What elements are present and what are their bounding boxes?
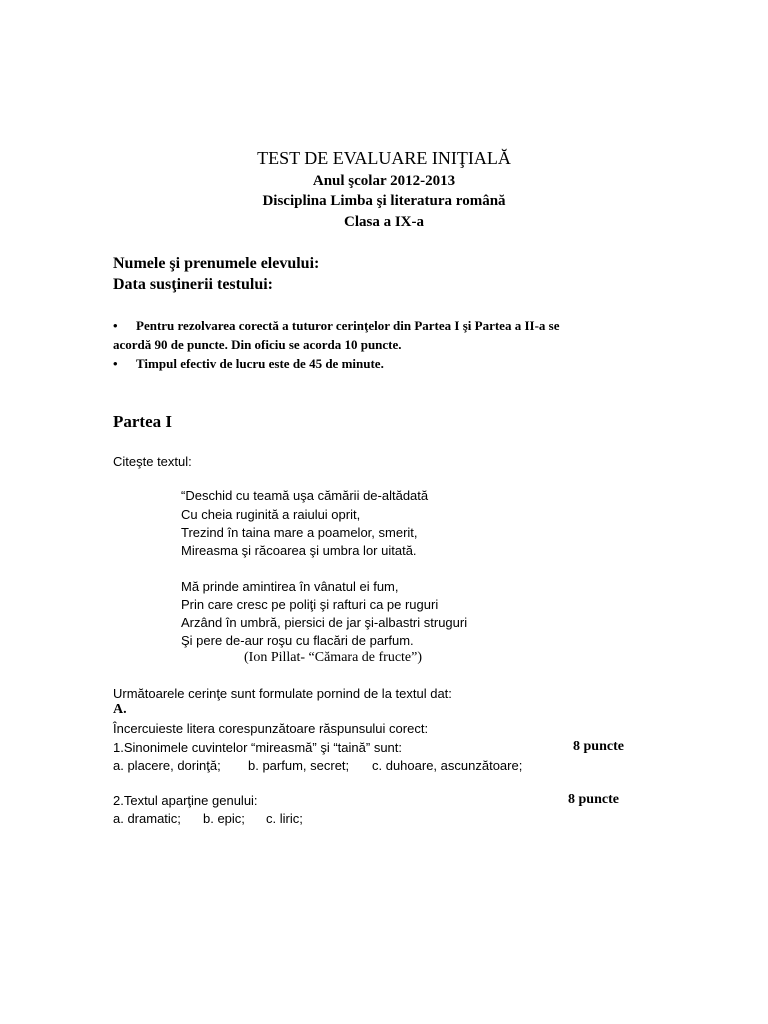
poem-line: Mă prinde amintirea în vânatul ei fum, (181, 579, 399, 594)
bullet-icon: • (113, 318, 118, 333)
question-1-text: 1.Sinonimele cuvintelor “mireasmă” şi “taină” sunt: (113, 740, 402, 755)
test-date-label: Data susţinerii testului: (113, 276, 273, 293)
school-year: Anul şcolar 2012-2013 (312, 173, 456, 189)
poem-line: Mireasma şi răcoarea şi umbra lor uitată. (181, 543, 417, 558)
question-1-option-a: a. placere, dorinţă; (113, 758, 221, 773)
part-1-heading: Partea I (113, 412, 173, 431)
bullet-icon: • (113, 356, 118, 371)
question-2-option-c: c. liric; (266, 811, 303, 826)
question-1-points: 8 puncte (573, 739, 624, 754)
class-label: Clasa a IX-a (343, 214, 424, 230)
discipline: Disciplina Limba şi literatura română (262, 193, 506, 209)
instruction-line-1b: acordă 90 de puncte. Din oficiu se acorda 10 puncte. (113, 337, 402, 352)
question-2-option-b: b. epic; (203, 811, 245, 826)
instruction-line-1a: Pentru rezolvarea corectă a tuturor cerinţelor din Partea I şi Partea a II-a se (136, 318, 560, 333)
section-a-label: A. (113, 702, 127, 717)
student-name-label: Numele şi prenumele elevului: (113, 255, 320, 272)
requirements-intro: Următoarele cerinţe sunt formulate pornind de la textul dat: (113, 686, 452, 701)
read-prompt: Citeşte textul: (113, 454, 192, 469)
test-title: TEST DE EVALUARE INIŢIALĂ (257, 148, 511, 168)
question-2-text: 2.Textul aparţine genului: (113, 793, 258, 808)
poem-line: Trezind în taina mare a poamelor, smerit, (181, 525, 418, 540)
question-2-points: 8 puncte (568, 792, 619, 807)
question-2-option-a: a. dramatic; (113, 811, 181, 826)
instruction-line-2: Timpul efectiv de lucru este de 45 de minute. (136, 356, 384, 371)
poem-line: Arzând în umbră, piersici de jar şi-albastri struguri (181, 615, 468, 630)
question-1-option-c: c. duhoare, ascunzătoare; (372, 758, 523, 773)
circle-instruction: Încercuieste litera corespunzătoare răspunsului corect: (113, 721, 429, 736)
poem-line: “Deschid cu teamă uşa cămării de-altădată (181, 488, 429, 503)
question-1-option-b: b. parfum, secret; (248, 758, 350, 773)
poem-line: Prin care cresc pe poliţi şi rafturi ca pe ruguri (181, 597, 439, 612)
poem-line: Cu cheia ruginită a raiului oprit, (181, 507, 361, 522)
poem-attribution: (Ion Pillat- “Cămara de fructe”) (244, 650, 423, 665)
poem-line: Şi pere de-aur roşu cu flacări de parfum. (181, 633, 414, 648)
